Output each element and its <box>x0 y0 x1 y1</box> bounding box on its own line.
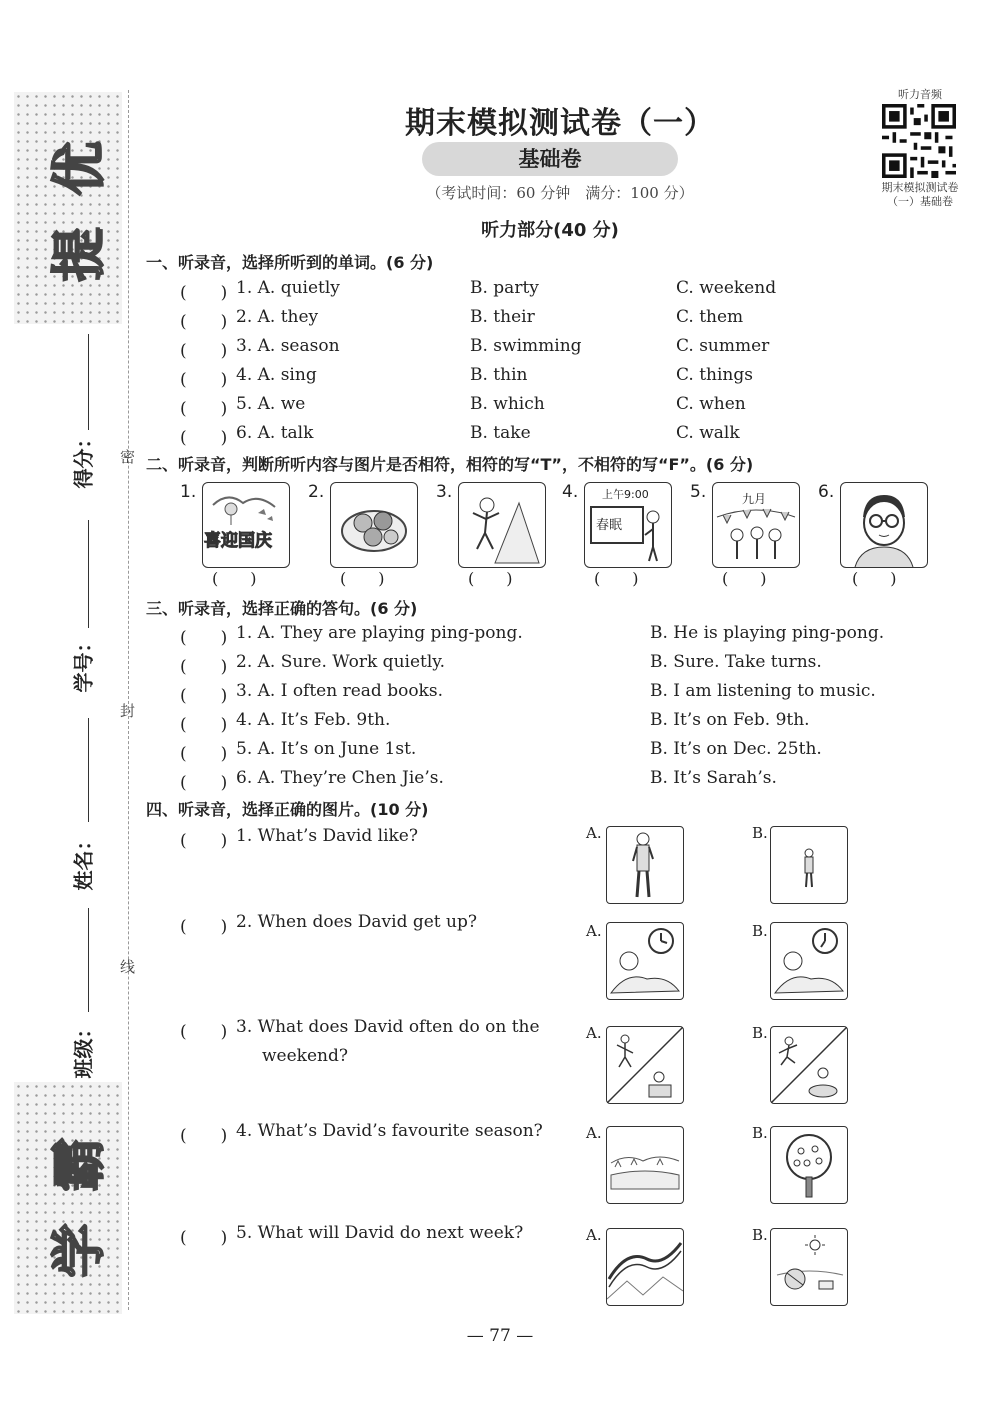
answer-blank[interactable]: ( ) <box>180 1228 228 1248</box>
class-line <box>88 908 89 1012</box>
option-a: 1. A. quietly <box>236 278 340 298</box>
picture-weekend-activities-b[interactable] <box>770 1026 848 1104</box>
seal-mark-xian: 线 <box>120 958 136 976</box>
option-b: B. Sure. Take turns. <box>650 652 822 672</box>
answer-blank[interactable]: ( ) <box>180 428 228 448</box>
option-a: 3. A. I often read books. <box>236 681 443 701</box>
answer-blank[interactable]: ( ) <box>180 628 228 648</box>
answer-blank[interactable]: ( ) <box>180 341 228 361</box>
picture-time-label: 上午9:00 <box>602 488 649 501</box>
picture-number: 2. <box>308 482 325 502</box>
answer-blank[interactable]: ( ) <box>180 283 228 303</box>
option-a: 4. A. sing <box>236 365 317 385</box>
qr-top-caption: 听力音频 <box>898 88 942 101</box>
answer-blank[interactable]: ( ) <box>180 917 228 937</box>
option-c: C. them <box>676 307 744 327</box>
option-a-label: A. <box>586 824 602 842</box>
answer-blank[interactable]: ( ) <box>180 1126 228 1146</box>
option-a-label: A. <box>586 1226 602 1244</box>
picture-month-label: 九月 <box>742 492 767 506</box>
qr-code-icon[interactable] <box>882 104 956 178</box>
option-b-label: B. <box>752 824 768 842</box>
answer-blank[interactable]: ( ) <box>180 744 228 764</box>
option-b: B. He is playing ping-pong. <box>650 623 885 643</box>
question-text-cont: weekend? <box>262 1046 348 1066</box>
part2-title: 二、听录音，判断所听内容与图片是否相符，相符的写“T”，不相符的写“F”。(6 分) <box>146 455 754 474</box>
option-a: 3. A. season <box>236 336 340 356</box>
student-id-label: 学号： <box>71 632 96 693</box>
option-a-label: A. <box>586 922 602 940</box>
picture-season-landscape[interactable] <box>606 1126 684 1204</box>
qr-bottom-caption-1: 期末模拟测试卷 <box>881 181 959 194</box>
option-b: B. swimming <box>470 336 582 356</box>
part4-title: 四、听录音，选择正确的图片。(10 分) <box>146 800 429 819</box>
page-title: 期末模拟测试卷（一） <box>405 106 715 141</box>
answer-blank[interactable]: ( ) <box>594 569 639 588</box>
picture-boy-glasses <box>840 482 928 568</box>
option-a: 4. A. It’s Feb. 9th. <box>236 710 391 730</box>
option-b-label: B. <box>752 1024 768 1042</box>
picture-weekend-activities-a[interactable] <box>606 1026 684 1104</box>
answer-blank[interactable]: ( ) <box>180 1022 228 1042</box>
option-b-label: B. <box>752 922 768 940</box>
picture-caption: 喜迎国庆 <box>204 531 272 551</box>
option-b: B. It’s on Dec. 25th. <box>650 739 822 759</box>
answer-blank[interactable]: ( ) <box>180 657 228 677</box>
option-a: 2. A. they <box>236 307 319 327</box>
picture-wake-up-clock-a[interactable] <box>606 922 684 1000</box>
answer-blank[interactable]: ( ) <box>180 773 228 793</box>
answer-blank[interactable]: ( ) <box>180 831 228 851</box>
picture-number: 4. <box>562 482 579 502</box>
brand-char-bottom-1: 霸 <box>47 1137 111 1192</box>
question-text: 5. What will David do next week? <box>236 1223 524 1243</box>
picture-wake-up-clock-b[interactable] <box>770 922 848 1000</box>
answer-blank[interactable]: ( ) <box>180 370 228 390</box>
question-text: 3. What does David often do on the <box>236 1017 540 1037</box>
option-a-label: A. <box>586 1024 602 1042</box>
option-a: 2. A. Sure. Work quietly. <box>236 652 446 672</box>
option-c: C. things <box>676 365 753 385</box>
picture-number: 5. <box>690 482 707 502</box>
question-text: 1. What’s David like? <box>236 826 418 846</box>
option-c: C. when <box>676 394 746 414</box>
option-a: 5. A. It’s on June 1st. <box>236 739 417 759</box>
part3-title: 三、听录音，选择正确的答句。(6 分) <box>146 599 418 618</box>
score-label: 得分： <box>71 428 96 489</box>
student-id-line <box>88 520 89 628</box>
picture-number: 6. <box>818 482 835 502</box>
option-a-label: A. <box>586 1124 602 1142</box>
score-line <box>88 334 89 430</box>
name-line <box>88 718 89 822</box>
name-label: 姓名： <box>71 830 96 891</box>
answer-blank[interactable]: ( ) <box>180 312 228 332</box>
option-b: B. thin <box>470 365 528 385</box>
option-b: B. I am listening to music. <box>650 681 876 701</box>
picture-fruit-tree[interactable] <box>770 1126 848 1204</box>
picture-mooncakes <box>330 482 418 568</box>
option-a: 5. A. we <box>236 394 306 414</box>
subtitle-badge: 基础卷 <box>422 142 678 176</box>
question-text: 4. What’s David’s favourite season? <box>236 1121 543 1141</box>
option-b: B. It’s Sarah’s. <box>650 768 777 788</box>
option-b: B. which <box>470 394 545 414</box>
option-c: C. walk <box>676 423 740 443</box>
answer-blank[interactable]: ( ) <box>180 715 228 735</box>
seal-mark-mi: 密 <box>120 448 136 466</box>
answer-blank[interactable]: ( ) <box>722 569 767 588</box>
picture-number: 3. <box>436 482 453 502</box>
answer-blank[interactable]: ( ) <box>180 399 228 419</box>
brand-char-top-2: 提 <box>47 227 111 282</box>
answer-blank[interactable]: ( ) <box>212 569 257 588</box>
picture-great-wall[interactable] <box>606 1228 684 1306</box>
page-number: — 77 — <box>466 1326 534 1346</box>
picture-climbing <box>458 482 546 568</box>
option-b-label: B. <box>752 1226 768 1244</box>
class-label: 班级： <box>71 1018 96 1079</box>
answer-blank[interactable]: ( ) <box>852 569 897 588</box>
option-a: 6. A. They’re Chen Jie’s. <box>236 768 444 788</box>
option-c: C. weekend <box>676 278 777 298</box>
brand-char-bottom-2: 学 <box>47 1223 111 1278</box>
answer-blank[interactable]: ( ) <box>340 569 385 588</box>
brand-char-top-1: 优 <box>47 141 111 196</box>
exam-info: （考试时间：60 分钟 满分：100 分） <box>426 184 694 202</box>
option-a: 1. A. They are playing ping-pong. <box>236 623 523 643</box>
answer-blank[interactable]: ( ) <box>180 686 228 706</box>
question-text: 2. When does David get up? <box>236 912 477 932</box>
picture-national-day <box>202 482 290 568</box>
seal-mark-feng: 封 <box>120 702 136 720</box>
picture-short-man[interactable] <box>770 826 848 904</box>
option-b: B. their <box>470 307 535 327</box>
qr-bottom-caption-2: （一）基础卷 <box>887 195 953 208</box>
option-b-label: B. <box>752 1124 768 1142</box>
answer-blank[interactable]: ( ) <box>468 569 513 588</box>
option-b: B. It’s on Feb. 9th. <box>650 710 810 730</box>
picture-number: 1. <box>180 482 197 502</box>
option-b: B. party <box>470 278 539 298</box>
picture-tall-man[interactable] <box>606 826 684 904</box>
option-a: 6. A. talk <box>236 423 314 443</box>
option-c: C. summer <box>676 336 770 356</box>
section-heading: 听力部分(40 分) <box>481 220 619 241</box>
option-b: B. take <box>470 423 531 443</box>
part1-title: 一、听录音，选择所听到的单词。(6 分) <box>146 253 434 272</box>
picture-board-text: 春眠 <box>596 518 623 533</box>
picture-beach[interactable] <box>770 1228 848 1306</box>
